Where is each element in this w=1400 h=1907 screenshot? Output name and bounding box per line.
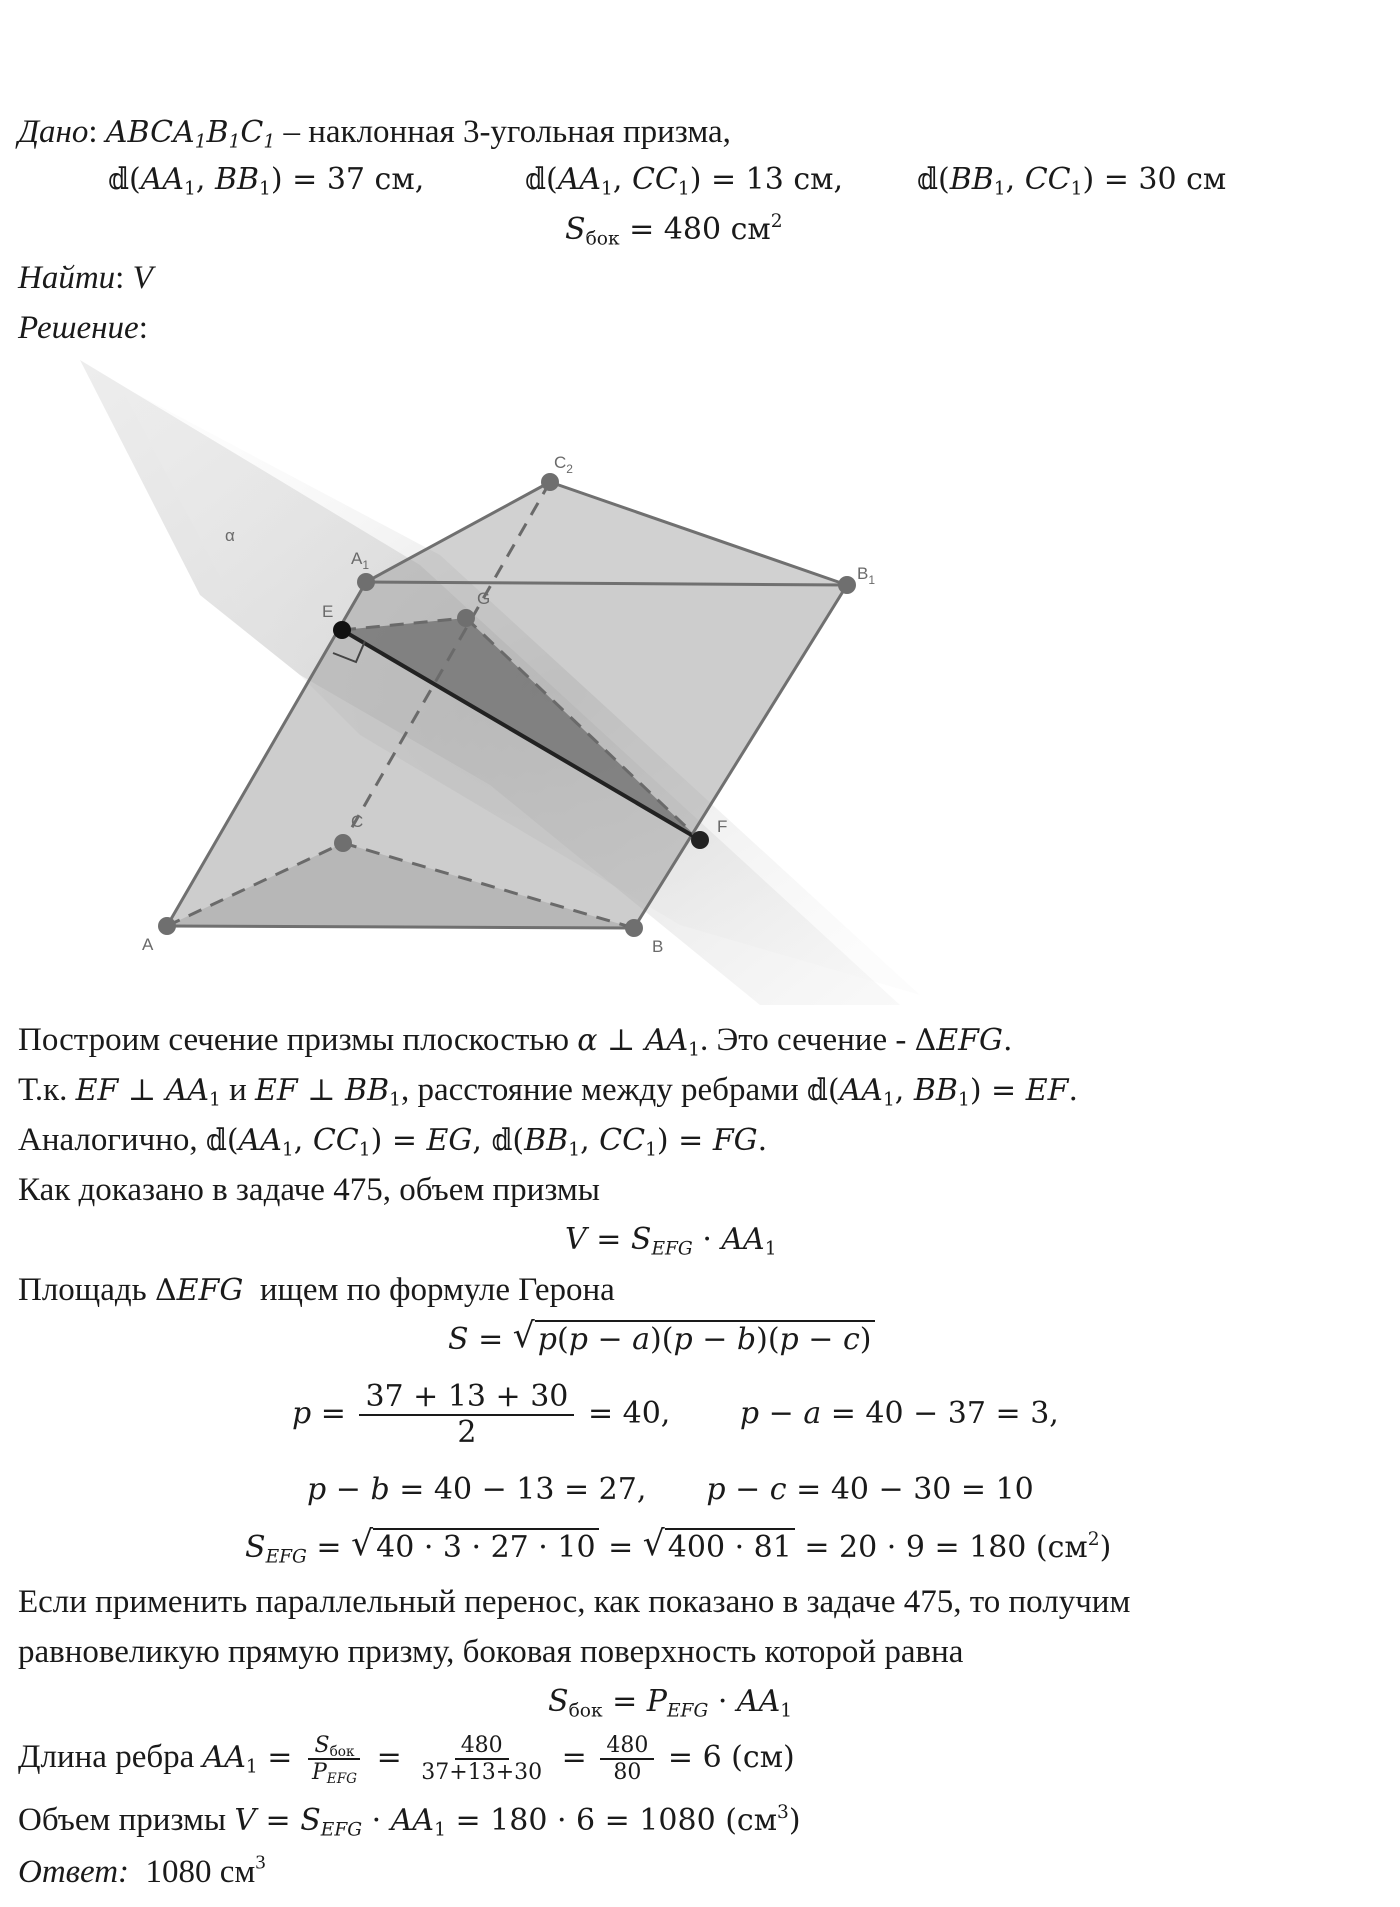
label-a: A — [142, 935, 154, 954]
heron-formula: S = √ p(p − a)(p − b)(p − c) — [448, 1320, 875, 1360]
answer-line: Ответ: 1080 $см^3$ — [18, 1851, 266, 1890]
label-a1: $A_1$ — [351, 549, 370, 572]
distance-3: $𝕕(BB_1$, $CC_1) = 30$ см — [917, 162, 1227, 200]
label-b: B — [652, 937, 664, 956]
point-c — [334, 834, 352, 852]
distance-2: $𝕕(AA_1$, $CC_1) = 13$ см, — [525, 162, 844, 200]
label-alpha: α — [225, 526, 235, 545]
point-g — [457, 609, 475, 627]
find-line: Найти: V — [18, 260, 153, 296]
given-line: Дано: $ABCA_1B_1C_1$ – наклонная 3-угольная призма, — [18, 114, 731, 153]
solution-label: Решение: — [18, 310, 148, 346]
pb-pc-line: p − b = 40 − 13 = 27, p − c = 40 − 30 = 10 — [307, 1472, 1034, 1507]
point-f — [691, 831, 709, 849]
label-g: G — [477, 589, 491, 608]
body-line-3: Аналогично, $𝕕(AA_1$, $CC_1$) = EG, $𝕕(BB_1$, $CC_1$) = FG. — [18, 1122, 768, 1161]
point-a — [158, 917, 176, 935]
given-label: Дано — [18, 114, 89, 150]
label-e: E — [322, 602, 334, 621]
point-b — [625, 919, 643, 937]
point-e — [333, 621, 351, 639]
distance-1: $𝕕(AA_1$, $BB_1) = 37$ см, — [108, 162, 425, 200]
prism-diagram — [60, 355, 960, 1015]
label-c2: $C_2$ — [554, 453, 573, 476]
body-transfer-1: Если применить параллельный перенос, как показано в задаче 475, то получим — [18, 1584, 1131, 1620]
find-label: Найти — [18, 260, 116, 296]
body-line-4: Как доказано в задаче 475, объем призмы — [18, 1172, 600, 1208]
side-area-formula: $S_{бок} = P_{EFG} \cdot AA_1$ — [548, 1684, 793, 1722]
label-f: F — [717, 817, 728, 836]
point-a1 — [357, 573, 375, 591]
body-line-6: Площадь ΔEFG ищем по формуле Герона — [18, 1272, 615, 1308]
volume-formula: $V = S_{EFG} \cdot AA_1$ — [565, 1222, 777, 1260]
top-face — [366, 482, 847, 585]
body-line-1: Построим сечение призмы плоскостью α ⊥ $AA_1$. Это сечение - ΔEFG. — [18, 1022, 1013, 1061]
label-b1: $B_1$ — [857, 564, 876, 587]
label-c: C — [351, 812, 364, 831]
volume-line: Объем призмы $V = S_{EFG} \cdot AA_1 = 180 \cdot 6 = 1080$ $(см^3)$ — [18, 1801, 801, 1841]
area-calc-line: $S_{EFG}$ = √ 40 · 3 · 27 · 10 = √ 400 · 81 = 20 · 9 = 180 $(см^2)$ — [245, 1528, 1111, 1568]
point-c2 — [541, 473, 559, 491]
point-b1 — [838, 576, 856, 594]
semi-perimeter-line: p = $\frac{37 + 13 + 30}{2}$ = 40, p − a = 40 − 37 = 3, — [292, 1378, 1059, 1450]
prism-description: – наклонная 3-угольная призма, — [283, 114, 731, 150]
body-line-2: Т.к. EF ⊥ $AA_1$ и EF ⊥ $BB_1$, расстояние между ребрами $𝕕(AA_1$, $BB_1$) = EF. — [18, 1072, 1078, 1111]
side-area-given: $S_{бок} = 480$ $см^2$ — [565, 210, 783, 250]
prism-name: $ABCA_1B_1C_1$ — [105, 115, 276, 153]
body-transfer-2: равновеликую прямую призму, боковая поверхность которой равна — [18, 1634, 964, 1670]
edge-length-line: Длина ребра $AA_1$ = $\frac{S_{бок}}{P_{EFG}}$ = $\frac{480}{37+13+30}$ = $\frac{480}{80}$ = 6 (см) — [18, 1732, 795, 1788]
